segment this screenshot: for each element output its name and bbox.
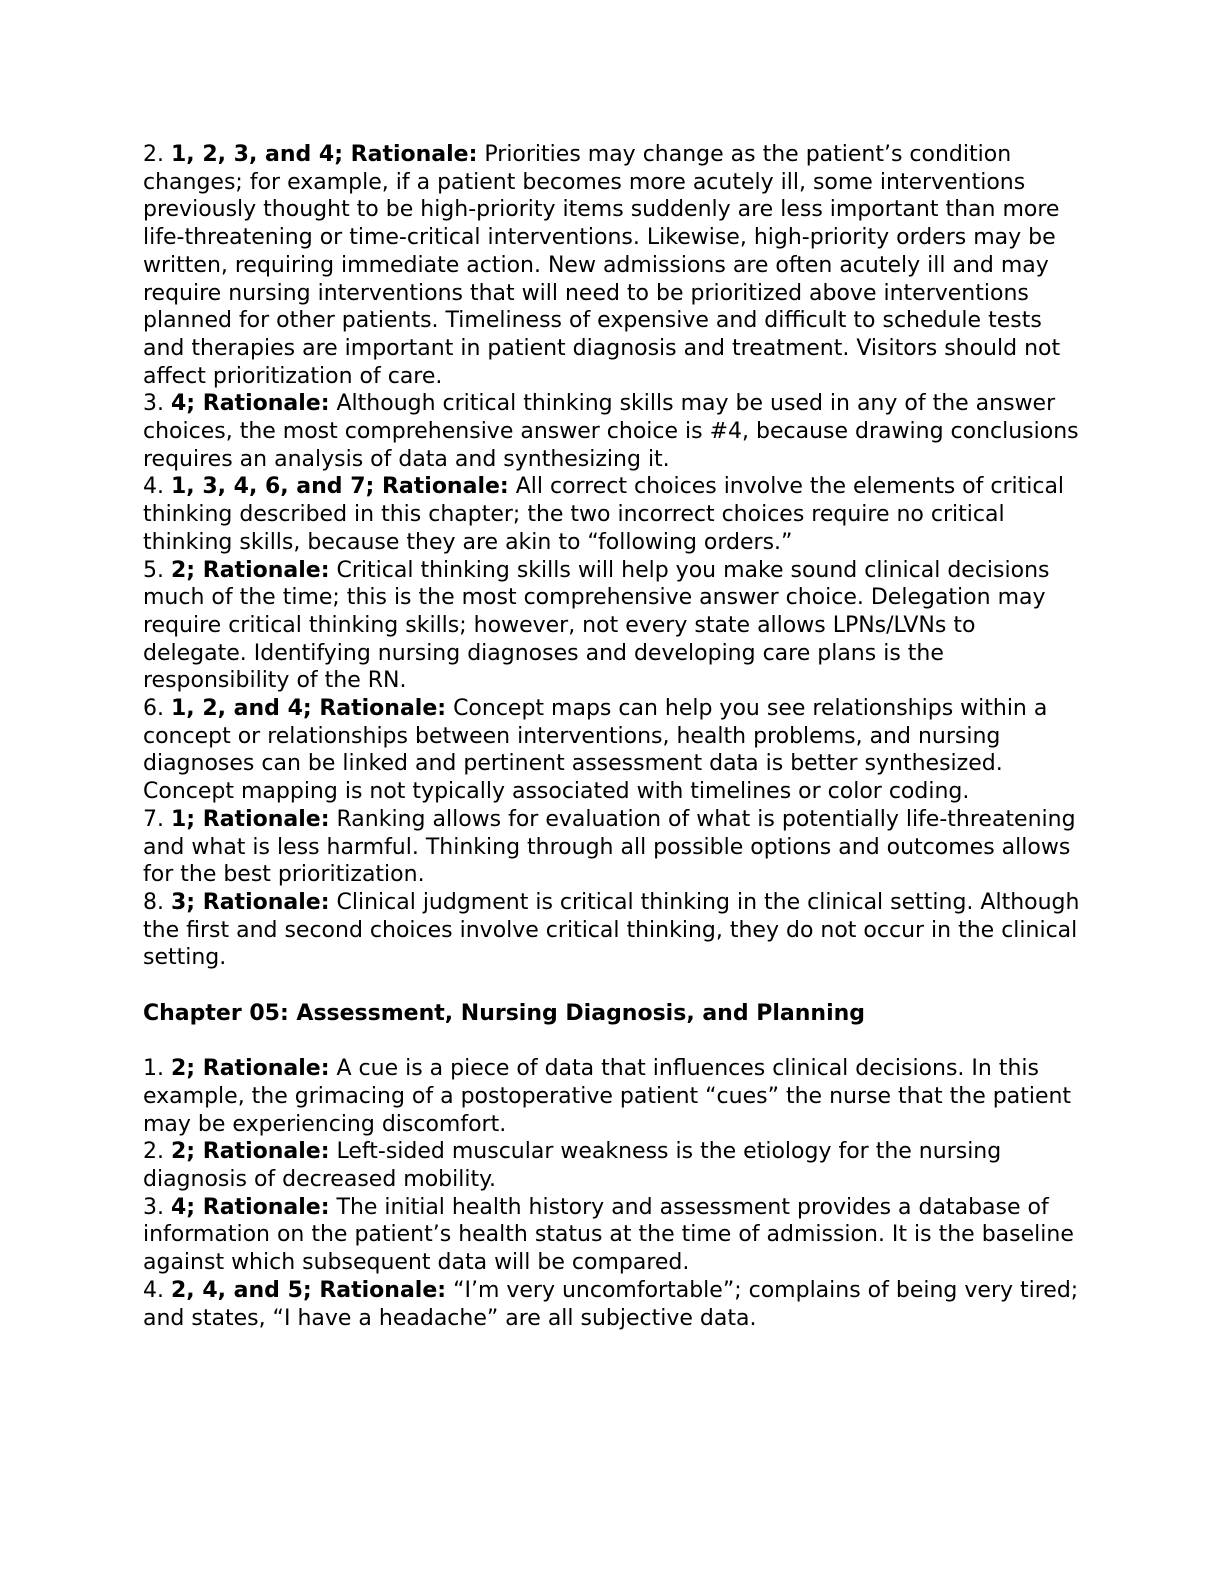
entry-answer: 2, 4, and 5; Rationale: bbox=[171, 1277, 447, 1303]
entry-rationale: The initial health history and assessment provides a database of information on the patient’s health status at the time of admission. It is the baseline against which subsequent data will be compared. bbox=[143, 1194, 1074, 1276]
entry-rationale: Ranking allows for evaluation of what is potentially life-threatening and what is less harmful. Thinking through all possible options and outcomes allows for the best prioritization. bbox=[143, 806, 1076, 888]
answer-entry bbox=[143, 806, 1083, 889]
entry-answer: 2; Rationale: bbox=[171, 557, 330, 583]
answer-entry bbox=[143, 1138, 1083, 1193]
entry-answer: 1, 3, 4, 6, and 7; Rationale: bbox=[171, 474, 509, 500]
entry-number: 3. bbox=[143, 1194, 164, 1220]
answer-entry bbox=[143, 1194, 1083, 1277]
answer-entry bbox=[143, 1277, 1083, 1332]
entry-rationale: “I’m very uncomfortable”; complains of being very tired; and states, “I have a headache” are all subjective data. bbox=[143, 1277, 1079, 1331]
entry-number: 1. bbox=[143, 1056, 164, 1082]
entry-answer: 1; Rationale: bbox=[171, 806, 330, 832]
document-page bbox=[143, 141, 1083, 1332]
answer-entry bbox=[143, 695, 1083, 806]
entry-rationale: Clinical judgment is critical thinking in the clinical setting. Although the first and second choices involve critical thinking, they do not occur in the clinical setting. bbox=[143, 889, 1080, 971]
entry-rationale: All correct choices involve the elements of critical thinking described in this chapter; the two incorrect choices require no critical thinking skills, because they are akin to “following orders.” bbox=[143, 474, 1065, 555]
entry-rationale: Although critical thinking skills may be used in any of the answer choices, the most comprehensive answer choice is #4, because drawing conclusions requires an analysis of data and synthesizing it. bbox=[143, 391, 1079, 472]
entry-number: 4. bbox=[143, 474, 164, 500]
answer-entry bbox=[143, 1055, 1083, 1138]
answer-entry bbox=[143, 141, 1083, 390]
chapter-heading: Chapter 05: Assessment, Nursing Diagnosis, and Planning bbox=[143, 1000, 866, 1026]
entry-rationale: Critical thinking skills will help you make sound clinical decisions much of the time; this is the most comprehensive answer choice. Delegation may require critical thinking skills; however, not every state allows LPNs/LVNs to delegate. Identifying nursing diagnoses and developing care plans is the responsibility of the RN. bbox=[143, 557, 1050, 694]
answer-entry bbox=[143, 889, 1083, 972]
answer-entry bbox=[143, 557, 1083, 696]
entry-number: 4. bbox=[143, 1277, 164, 1303]
entry-answer: 2; Rationale: bbox=[171, 1056, 330, 1082]
entry-rationale: Priorities may change as the patient’s condition changes; for example, if a patient becomes more acutely ill, some interventions previously thought to be high-priority items suddenly are less important than more life-threatening or time-critical interventions. Likewise, high-priority orders may be written, requiring immediate action. New admissions are often acutely ill and may require nursing interventions that will need to be prioritized above interventions planned for other patients. Timeliness of expensive and difficult to schedule tests and therapies are important in patient diagnosis and treatment. Visitors should not affect prioritization of care. bbox=[143, 142, 1061, 389]
entry-number: 7. bbox=[143, 806, 164, 832]
entry-answer: 2; Rationale: bbox=[171, 1139, 330, 1165]
entry-number: 5. bbox=[143, 557, 164, 583]
entry-answer: 1, 2, 3, and 4; Rationale: bbox=[171, 142, 478, 167]
entry-number: 6. bbox=[143, 696, 164, 722]
entry-rationale: A cue is a piece of data that influences clinical decisions. In this example, the grimacing of a postoperative patient “cues” the nurse that the patient may be experiencing discomfort. bbox=[143, 1056, 1072, 1137]
answer-entry bbox=[143, 473, 1083, 556]
entry-answer: 1, 2, and 4; Rationale: bbox=[171, 696, 447, 722]
entry-number: 3. bbox=[143, 391, 164, 417]
entry-answer: 3; Rationale: bbox=[171, 889, 330, 915]
entry-number: 2. bbox=[143, 142, 164, 167]
answer-entry bbox=[143, 390, 1083, 473]
entry-answer: 4; Rationale: bbox=[171, 391, 330, 417]
entry-answer: 4; Rationale: bbox=[171, 1194, 330, 1220]
entry-rationale: Left-sided muscular weakness is the etiology for the nursing diagnosis of decreased mobility. bbox=[143, 1139, 1002, 1192]
entry-number: 8. bbox=[143, 889, 164, 915]
entry-number: 2. bbox=[143, 1139, 164, 1165]
entry-rationale: Concept maps can help you see relationships within a concept or relationships between interventions, health problems, and nursing diagnoses can be linked and pertinent assessment data is better synthesized. Concept mapping is not typically associated with timelines or color coding. bbox=[143, 696, 1048, 805]
